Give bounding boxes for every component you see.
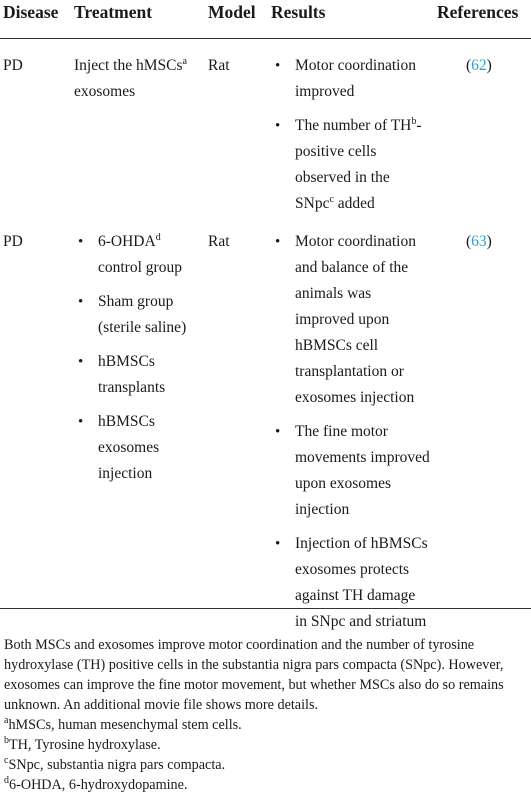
- treatment-item: • hBMSCs exosomes injection: [74, 409, 208, 487]
- treatment-cell: [74, 229, 208, 495]
- treatment-item: [74, 229, 208, 281]
- footnote: [4, 735, 527, 755]
- footnote-mark: d: [4, 775, 9, 786]
- result-text: The number of TH: [295, 117, 412, 134]
- footnote-mark: a: [4, 715, 9, 726]
- results-cell: [271, 53, 431, 225]
- ref-paren: ): [486, 233, 492, 250]
- treatment-text: control group: [98, 259, 182, 276]
- result-item: • The fine motor movements improved upon exosomes injection: [271, 419, 431, 523]
- reference-link[interactable]: 62: [471, 57, 487, 74]
- treatment-text: Inject the hMSCs: [74, 57, 183, 74]
- footnote-text: hMSCs, human mesenchymal stem cells.: [8, 717, 242, 733]
- reference-link[interactable]: 63: [471, 233, 487, 250]
- table-note: Both MSCs and exosomes improve motor coordination and the number of tyrosine hydroxylase (TH) positive cells in the substantia nigra pars compacta (SNpc). However, exosomes can improve the fine motor movement, but whether MSCs also do so remains unknown. An additional movie file shows more details.: [4, 637, 504, 713]
- disease-cell: PD: [3, 233, 23, 250]
- model-cell: Rat: [208, 57, 230, 74]
- header-results: Results: [271, 2, 326, 22]
- footnote: [4, 755, 527, 775]
- model-cell: Rat: [208, 233, 230, 250]
- treatment-text-cont: exosomes: [74, 83, 136, 100]
- footnote-mark: b: [4, 735, 9, 746]
- results-cell: [271, 229, 431, 643]
- treatment-item: • Sham group (sterile saline): [74, 289, 208, 341]
- footnote: [4, 775, 527, 795]
- result-text: added: [333, 195, 375, 212]
- ref-paren: (: [466, 233, 472, 250]
- ref-paren: (: [466, 57, 472, 74]
- treatment-text: 6-OHDA: [98, 233, 156, 250]
- table-footer: [0, 608, 531, 795]
- header-disease: Disease: [3, 2, 59, 22]
- reference-cell: [466, 229, 492, 255]
- ref-paren: ): [486, 57, 492, 74]
- footnote-text: 6-OHDA, 6-hydroxydopamine.: [9, 777, 188, 793]
- footnote-text: TH, Tyrosine hydroxylase.: [9, 737, 161, 753]
- result-item: • Motor coordination improved: [271, 53, 431, 105]
- header-model: Model: [208, 2, 256, 22]
- result-item: • Motor coordination and balance of the animals was improved upon hBMSCs cell transplantation or exosomes injection: [271, 229, 431, 411]
- header-treatment: Treatment: [74, 2, 153, 22]
- result-item: • Injection of hBMSCs exosomes protects against TH damage in SNpc and striatum: [271, 531, 431, 635]
- disease-cell: PD: [3, 57, 23, 74]
- table-row: [0, 215, 531, 630]
- treatment-item: • hBMSCs transplants: [74, 349, 208, 401]
- result-item: [271, 113, 431, 217]
- footnote-mark: d: [155, 232, 161, 243]
- reference-cell: [466, 53, 492, 79]
- treatment-cell: [74, 53, 204, 105]
- footnote-mark: c: [4, 755, 9, 766]
- footnote-mark: c: [329, 194, 334, 205]
- footnote-text: SNpc, substantia nigra pars compacta.: [8, 757, 226, 773]
- header-references: References: [437, 2, 519, 22]
- footnote-mark: b: [411, 116, 417, 127]
- table-header-row: [0, 0, 531, 39]
- footnote-mark: a: [182, 56, 187, 67]
- result-text: -positive cells observed in the SNpc: [295, 117, 422, 212]
- table-row: [0, 39, 531, 215]
- footnote: [4, 715, 527, 735]
